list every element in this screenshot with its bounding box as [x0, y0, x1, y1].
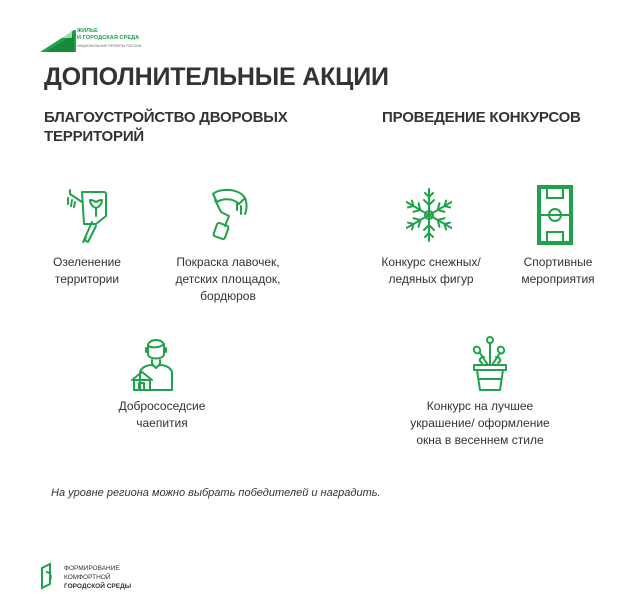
item-sport-caption: Спортивные мероприятия: [521, 255, 595, 286]
page-title: ДОПОЛНИТЕЛЬНЫЕ АКЦИИ: [44, 63, 389, 91]
paint-roller-icon: [205, 184, 251, 246]
neighbor-house-icon: [130, 332, 176, 394]
brand-bottom-title: ФОРМИРОВАНИЕ КОМФОРТНОЙ ГОРОДСКОЙ СРЕДЫ: [64, 565, 132, 590]
item-painting-caption: Покраска лавочек, детских площадок, бордюров: [175, 255, 281, 303]
item-greening-caption: Озеленение территории: [53, 255, 121, 286]
urban-environment-logo: [38, 562, 58, 592]
section-title-yards: БЛАГОУСТРОЙСТВО ДВОРОВЫХ ТЕРРИТОРИЙ: [44, 109, 288, 145]
brand-top-subtitle: НАЦИОНАЛЬНЫЕ ПРОЕКТЫ РОССИИ: [77, 44, 142, 48]
footer-note: На уровне региона можно выбрать победителей и наградить.: [51, 487, 381, 499]
football-field-icon: [534, 184, 580, 246]
watering-can-icon: [64, 184, 110, 246]
brand-top-title: ЖИЛЬЕ И ГОРОДСКАЯ СРЕДА: [77, 28, 140, 41]
item-snow-caption: Конкурс снежных/ ледяных фигур: [381, 255, 481, 286]
item-tea-caption: Добрососедсие чаепития: [118, 399, 206, 430]
section-title-contests: ПРОВЕДЕНИЕ КОНКУРСОВ: [382, 109, 581, 126]
snowflake-icon: [406, 185, 452, 247]
item-window-caption: Конкурс на лучшее украшение/ оформление окна в весеннем стиле: [410, 399, 550, 447]
flower-pot-icon: [468, 333, 514, 395]
